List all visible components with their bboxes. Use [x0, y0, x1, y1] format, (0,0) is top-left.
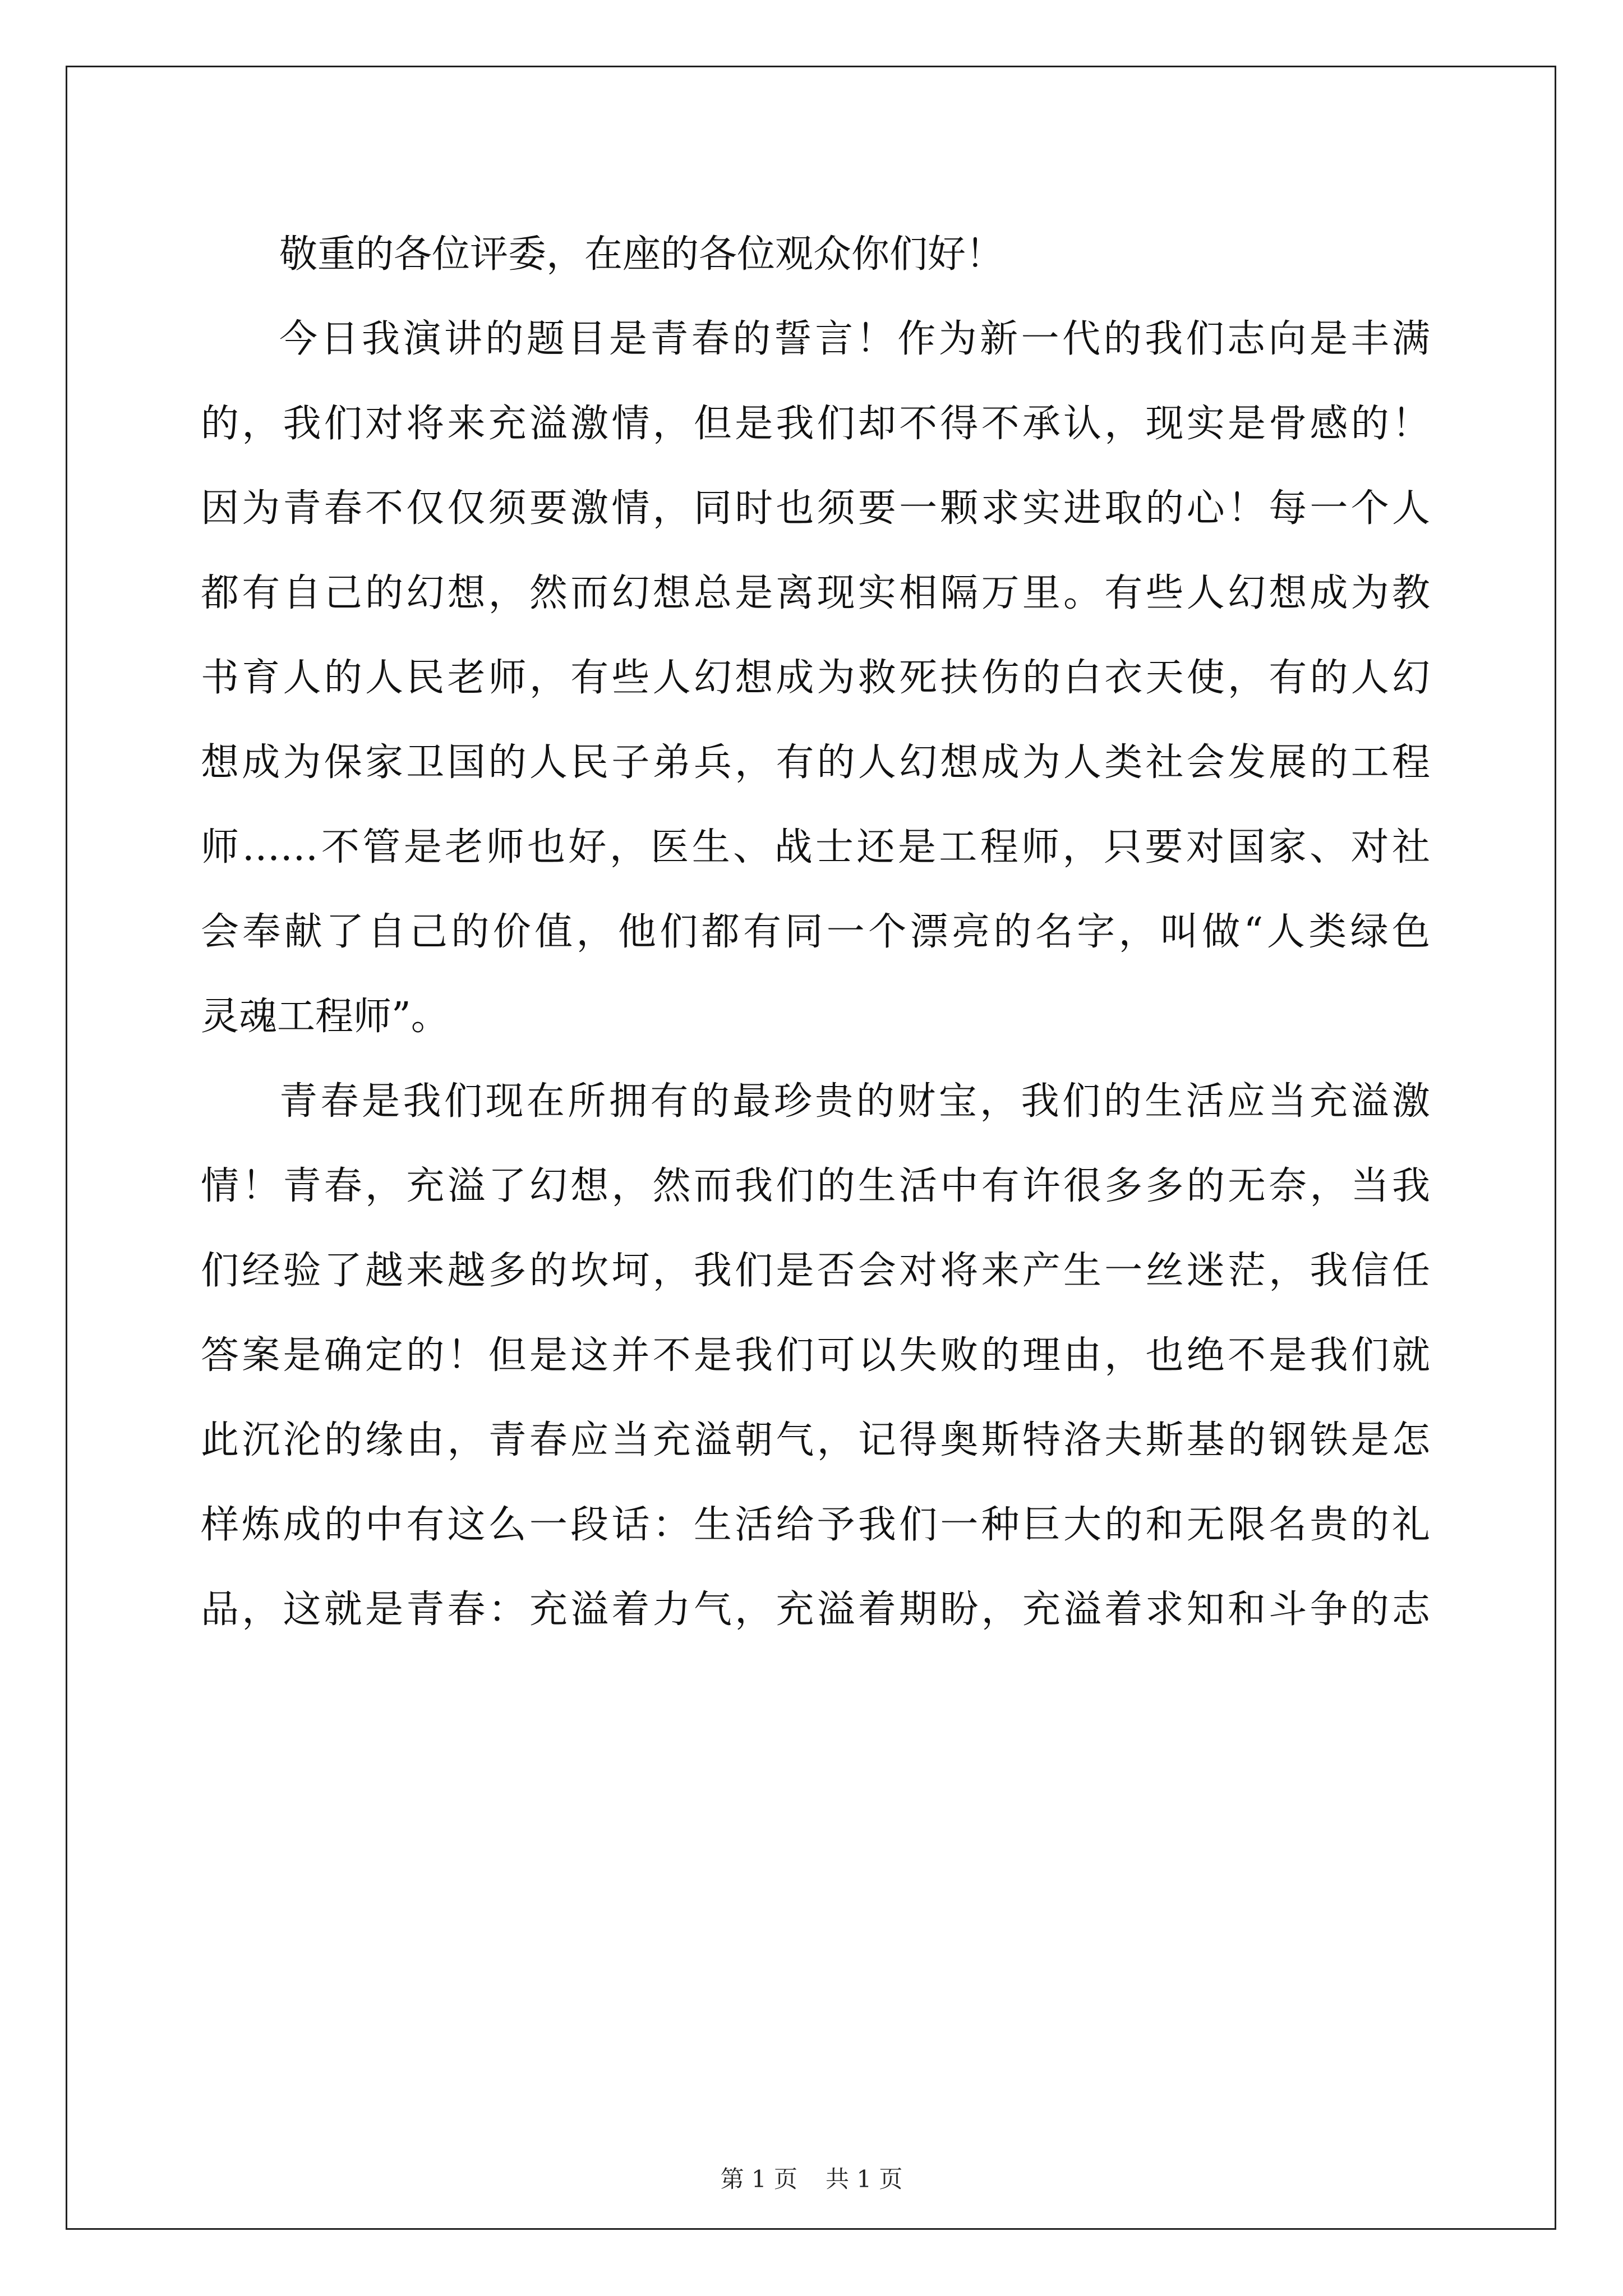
paragraph-2-line-8: 会奉献了自己的价值，他们都有同一个漂亮的名字，叫做“人类绿色 — [201, 910, 1430, 954]
paragraph-3-line-5: 此沉沦的缘由，青春应当充溢朝气，记得奥斯特洛夫斯基的钢铁是怎 — [201, 1418, 1430, 1462]
paragraph-3-line-2: 情！青春，充溢了幻想，然而我们的生活中有许很多多的无奈，当我 — [201, 1164, 1430, 1208]
document-body — [201, 212, 1430, 1652]
paragraph-3-line-7: 品，这就是青春：充溢着力气，充溢着期盼，充溢着求知和斗争的志 — [201, 1588, 1430, 1632]
paragraph-2-line-4: 都有自己的幻想，然而幻想总是离现实相隔万里。有些人幻想成为教 — [201, 571, 1430, 615]
paragraph-2-line-7: 师……不管是老师也好，医生、战士还是工程师，只要对国家、对社 — [201, 825, 1430, 869]
page-footer — [0, 2162, 1623, 2196]
paragraph-3-line-3: 们经验了越来越多的坎坷，我们是否会对将来产生一丝迷茫，我信任 — [201, 1249, 1430, 1293]
paragraph-2-line-2: 的，我们对将来充溢激情，但是我们却不得不承认，现实是骨感的！ — [201, 402, 1430, 446]
page-total: 共 1 页 — [826, 2165, 903, 2193]
paragraph-2-line-3: 因为青春不仅仅须要激情，同时也须要一颗求实进取的心！每一个人 — [201, 486, 1430, 531]
paragraph-3-line-1: 青春是我们现在所拥有的最珍贵的财宝，我们的生活应当充溢激 — [279, 1079, 1430, 1124]
paragraph-3-line-4: 答案是确定的！但是这并不是我们可以失败的理由，也绝不是我们就 — [201, 1333, 1430, 1378]
paragraph-2-line-6: 想成为保家卫国的人民子弟兵，有的人幻想成为人类社会发展的工程 — [201, 740, 1430, 785]
paragraph-2-line-1: 今日我演讲的题目是青春的誓言！作为新一代的我们志向是丰满 — [279, 317, 1430, 361]
paragraph-2-line-5: 书育人的人民老师，有些人幻想成为救死扶伤的白衣天使，有的人幻 — [201, 656, 1430, 700]
paragraph-2-line-9: 灵魂工程师”。 — [201, 995, 449, 1039]
paragraph-3-line-6: 样炼成的中有这么一段话：生活给予我们一种巨大的和无限名贵的礼 — [201, 1503, 1430, 1547]
page-number: 第 1 页 — [720, 2165, 797, 2193]
paragraph-1-line-1: 敬重的各位评委，在座的各位观众你们好！ — [279, 232, 1004, 277]
